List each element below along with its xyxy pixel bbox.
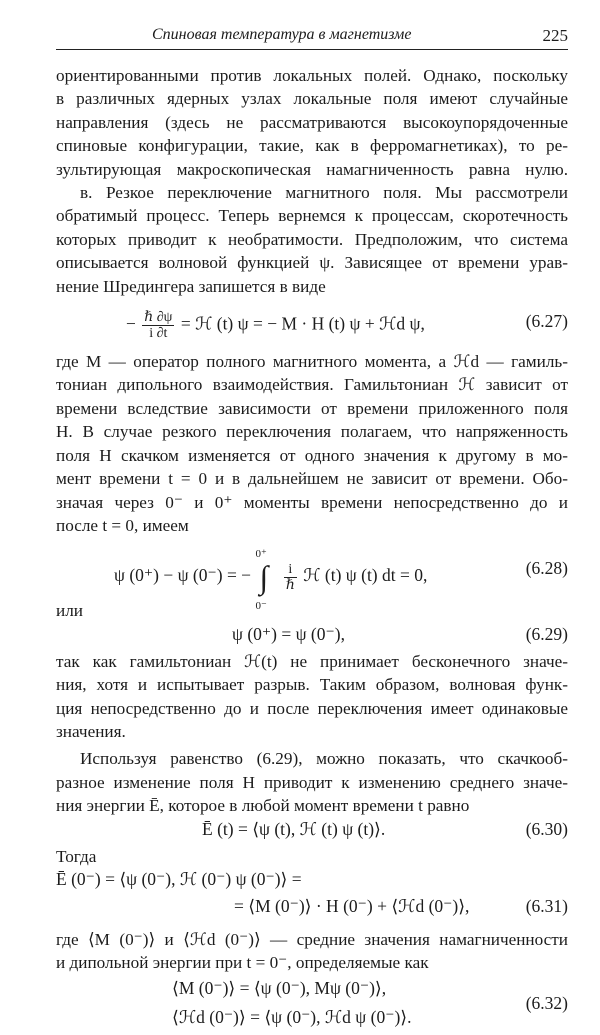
equation-6-30: Ē (t) = ⟨ψ (t), ℋ (t) ψ (t)⟩. (6.30): [56, 818, 568, 845]
paragraph-line: в различных ядерных узлах локальные поля имеют случайные: [56, 89, 568, 109]
equation-6-31-line2: = ⟨M (0⁻)⟩ · H (0⁻) + ⟨ℋd (0⁻)⟩, (6.31): [56, 895, 568, 922]
equation-6-29: ψ (0⁺) = ψ (0⁻), (6.29): [56, 623, 568, 650]
paragraph-line: значая через 0⁻ и 0⁺ моменты времени непосредственно до и: [56, 492, 568, 512]
paragraph-line: описывается волновой функцией ψ. Зависящее от времени урав-: [56, 253, 568, 273]
paragraph-line: где M — оператор полного магнитного момента, а ℋd — гамиль-: [56, 352, 568, 372]
equation-number: (6.29): [525, 623, 568, 644]
paragraph-line: после t = 0, имеем: [56, 515, 189, 535]
equation-lhs: ψ (0⁺) − ψ (0⁻) = −: [114, 565, 252, 586]
paragraph-line: разное изменение поля H приводит к изменению среднего значе-: [56, 772, 568, 792]
integral-sign: 0⁺ ∫ 0⁻: [255, 548, 269, 613]
paragraph-line: так как гамильтониан ℋ(t) не принимает бесконечного значе-: [56, 651, 568, 671]
equation-number: (6.28): [525, 558, 568, 579]
fraction: $\frac{i}{\text{ℏ}}$: [285, 561, 295, 593]
paragraph-line: H. В случае резкого переключения полагаем, что напряженность: [56, 422, 568, 442]
paragraph-line: Используя равенство (6.29), можно показать, что скачкооб-: [80, 749, 568, 769]
paragraph-line: ция непосредственно до и после переключения имеет одинаковые: [56, 698, 568, 718]
paragraph-line: значения.: [56, 721, 126, 741]
equation-6-32: [56, 975, 568, 1035]
equation-6-31-line1: Ē (0⁻) = ⟨ψ (0⁻), ℋ (0⁻) ψ (0⁻)⟩ =: [56, 868, 302, 889]
paragraph-line: обратимый процесс. Теперь вернемся к процессам, скоротечность: [56, 206, 568, 226]
paragraph-line: тониан дипольного взаимодействия. Гамильтониан ℋ зависит от: [56, 375, 568, 395]
fraction: $\frac{\text{ℏ ∂ψ}}{i \partial t}$: [144, 310, 173, 342]
paragraph-line: зультирующая макроскопическая намагниченность равна нулю.: [56, 159, 568, 179]
paragraph-line: ния энергии Ē, которое в любой момент времени t равно: [56, 796, 470, 816]
paragraph-line: времени вследствие зависимости от времени приложенного поля: [56, 398, 568, 418]
paragraph-line: поля H скачком изменяется от одного значения к другому в мо-: [56, 445, 568, 465]
page-number: 225: [542, 26, 568, 45]
paragraph-line: где ⟨M (0⁻)⟩ и ⟨ℋd (0⁻)⟩ — средние значения намагниченности: [56, 929, 568, 949]
equation-body: = ℋ (t) ψ = − M · H (t) ψ + ℋd ψ,: [180, 313, 425, 334]
paragraph-line: ния, хотя и испытывает разрыв. Таким образом, волновая функ-: [56, 675, 568, 695]
word-then: Тогда: [56, 846, 97, 866]
paragraph-line: и дипольной энергии при t = 0⁻, определяемые как: [56, 953, 429, 973]
equation-number: (6.27): [525, 311, 568, 332]
running-title: Спиновая температура в магнетизме: [152, 26, 412, 43]
equation-line: ⟨ℋd (0⁻)⟩ = ⟨ψ (0⁻), ℋd ψ (0⁻)⟩.: [172, 1006, 412, 1027]
word-or: или: [56, 601, 83, 621]
paragraph-line: спиновые конфигурации, такие, как в ферромагнетиках), то ре-: [56, 136, 568, 156]
equation-6-27: − $\frac{\text{ℏ ∂ψ}}{i \partial t}$ = ℋ (t) ψ = − M · H (t) ψ + ℋd ψ, (6.27): [126, 310, 568, 342]
paragraph-line: направления (здесь не рассматриваются высокоупорядоченные: [56, 112, 568, 132]
header-rule: [56, 49, 568, 50]
equation-rhs: ℋ (t) ψ (t) dt = 0,: [303, 565, 428, 586]
page-body: [56, 64, 568, 1035]
equation-line: ⟨M (0⁻)⟩ = ⟨ψ (0⁻), Mψ (0⁻)⟩,: [172, 977, 387, 998]
paragraph-line: нение Шредингера запишется в виде: [56, 276, 326, 296]
equation-number: (6.30): [525, 818, 568, 839]
paragraph-line: ориентированными против локальных полей. Однако, поскольку: [56, 66, 568, 85]
running-header: [56, 26, 568, 48]
paragraph-line: которых приводит к необратимости. Предположим, что система: [56, 229, 568, 249]
paragraph-line: в. Резкое переключение магнитного поля. Мы рассмотрели: [80, 183, 568, 203]
paragraph-line: мент времени t = 0 и в дальнейшем не зависит от времени. Обо-: [56, 469, 568, 489]
equation-number: (6.32): [525, 992, 568, 1013]
equation-number: (6.31): [525, 895, 568, 916]
